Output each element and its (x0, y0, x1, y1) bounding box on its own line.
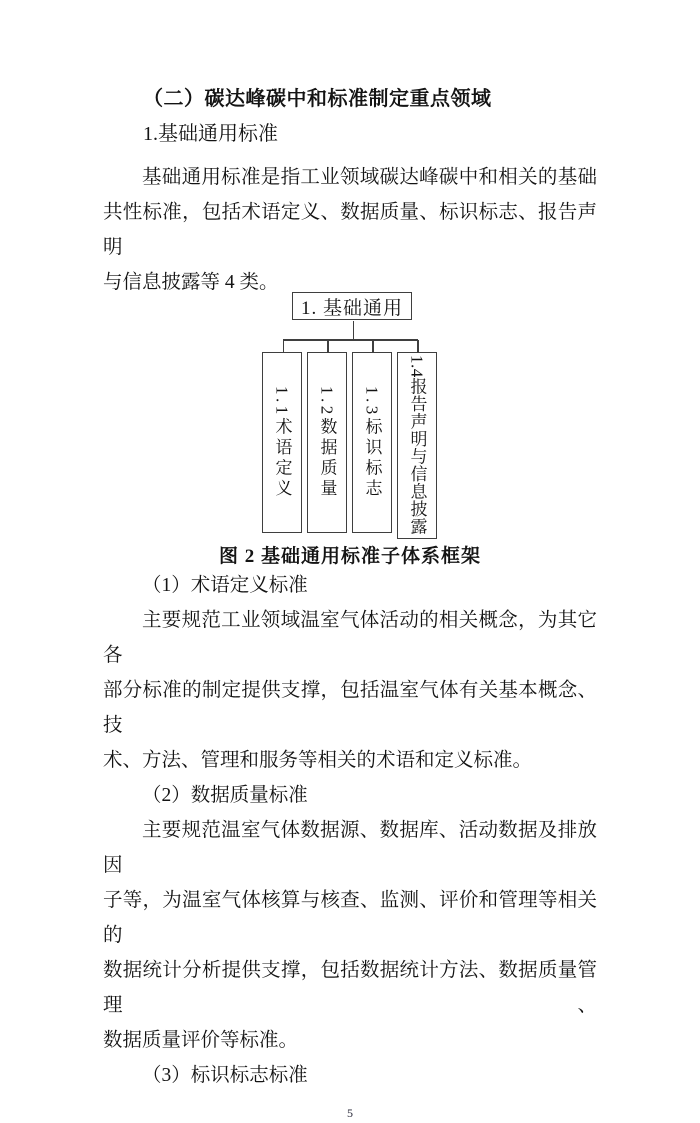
diagram-connector-horizontal (283, 339, 419, 341)
paragraph-line: 部分标准的制定提供支撑，包括温室气体有关基本概念、技 (103, 680, 597, 736)
intro-paragraph (103, 160, 597, 300)
terminology-paragraph (103, 603, 597, 778)
paragraph-line: 子等，为温室气体核算与核查、监测、评价和管理等相关的 (103, 890, 597, 946)
figure-caption: 图 2 基础通用标准子体系框架 (218, 546, 482, 567)
paragraph-line: 共性标准，包括术语定义、数据质量、标识标志、报告声明 (103, 202, 597, 258)
paragraph-line: 术、方法、管理和服务等相关的术语和定义标准。 (103, 750, 533, 771)
diagram-child-box-reporting-disclosure: 1.4报告声明与信息披露 (397, 352, 437, 539)
paragraph-line: 基础通用标准是指工业领域碳达峰碳中和相关的基础 (142, 167, 597, 188)
diagram-child-box-terminology: 1.1术语定义 (262, 352, 302, 533)
paragraph-line: 主要规范温室气体数据源、数据库、活动数据及排放因 (103, 820, 597, 876)
diagram-child-box-labels: 1.3标识标志 (352, 352, 392, 533)
diagram-root-box: 1. 基础通用 (292, 292, 412, 320)
data-quality-paragraph (103, 813, 597, 1058)
page-number: 5 (347, 1106, 353, 1120)
diagram-connector-stub (327, 340, 329, 352)
figure-2-diagram (218, 292, 482, 568)
paragraph-line: 主要规范工业领域温室气体活动的相关概念，为其它各 (103, 610, 597, 666)
diagram-connector-stub (417, 340, 419, 352)
item-title-data-quality: （2）数据质量标准 (142, 785, 308, 806)
item-title-labels: （3）标识标志标准 (142, 1065, 308, 1086)
section-heading: （二）碳达峰碳中和标准制定重点领域 (143, 88, 492, 110)
paragraph-line: 数据统计分析提供支撑，包括数据统计方法、数据质量管理、 (103, 960, 597, 1016)
item-title-terminology: （1）术语定义标准 (142, 575, 308, 596)
diagram-child-box-data-quality: 1.2数据质量 (307, 352, 347, 533)
paragraph-line: 数据质量评价等标准。 (103, 1030, 299, 1051)
subsection-heading: 1.基础通用标准 (143, 123, 278, 145)
diagram-connector-stub (283, 340, 285, 352)
diagram-connector-vertical (353, 321, 355, 339)
paragraph-line: 与信息披露等 4 类。 (103, 272, 279, 293)
diagram-connector-stub (372, 340, 374, 352)
